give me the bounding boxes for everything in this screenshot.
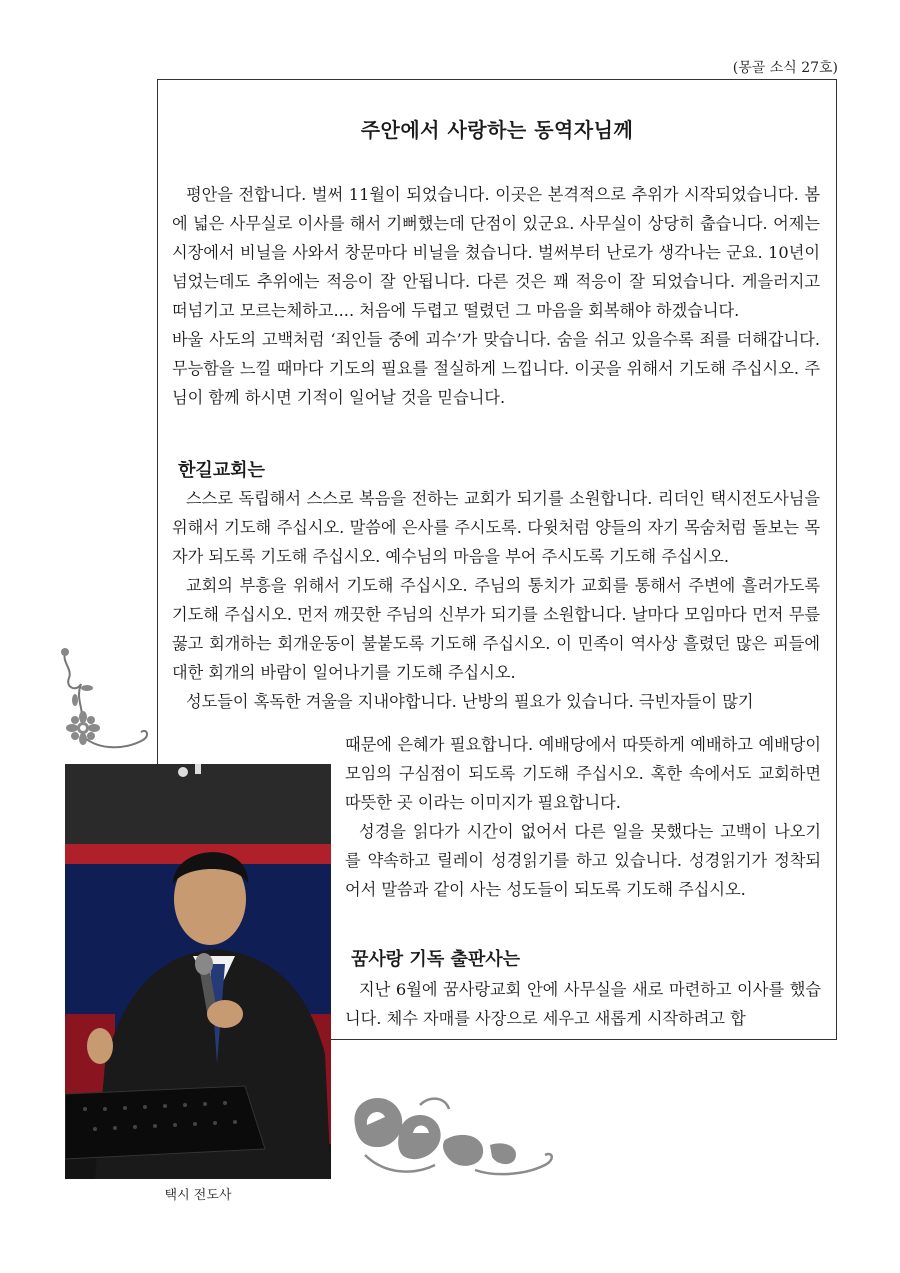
- floral-flourish-icon: [345, 1085, 560, 1180]
- church-paragraph: 성경을 읽다가 시간이 없어서 다른 일을 못했다는 고백이 나오기를 약속하고 릴레이 성경읽기를 하고 있습니다. 성경읽기가 정착되어서 말씀과 같이 사는 성도들이 되도록 기도해 주십시오.: [345, 822, 821, 899]
- church-paragraph: 교회의 부흥을 위해서 기도해 주십시오. 주님의 통치가 교회를 통해서 주변에 흘러가도록 기도해 주십시오. 먼저 깨끗한 주님의 신부가 되기를 소원합니다. 날마다 모임마다 먼저 무릎 꿇고 회개하는 회개운동이 불붙도록 기도해 주십시오. 이 민족이 역사상 흘렸던 많은 피들에 대한 회개의 바람이 일어나기를 기도해 주십시오.: [172, 576, 820, 682]
- church-paragraph: 때문에 은혜가 필요합니다. 예배당에서 따뜻하게 예배하고 예배당이 모임의 구심점이 되도록 기도해 주십시오. 혹한 속에서도 교회하면 따뜻한 곳 이라는 이미지가 필요합니다.: [345, 735, 821, 812]
- floral-ornament-icon: [55, 640, 155, 755]
- issue-number: (몽골 소식 27호): [732, 60, 838, 76]
- publisher-paragraph: 지난 6월에 꿈사랑교회 안에 사무실을 새로 마련하고 이사를 했습니다. 체수 자매를 사장으로 세우고 새롭게 시작하려고 합: [345, 980, 821, 1028]
- church-body-narrow: [345, 730, 821, 904]
- letter-title: 주안에서 사랑하는 동역자님께: [360, 118, 634, 142]
- letter-paragraph: 평안을 전합니다. 벌써 11월이 되었습니다. 이곳은 본격적으로 추위가 시작되었습니다. 봄에 넓은 사무실로 이사를 해서 기뻐했는데 단점이 있군요. 사무실이 상당히 춥습니다. 어제는 시장에서 비닐을 사와서 창문마다 비닐을 쳤습니다. 벌써부터 난로가 생각나는 군요. 10년이 넘었는데도 추위에는 적응이 잘 안됩니다. 다른 것은 꽤 적응이 잘 되었습니다. 게을러지고 떠넘기고 모르는체하고.... 처음에 두렵고 떨렸던 그 마음을 회복해야 하겠습니다.: [172, 185, 820, 320]
- church-paragraph: 스스로 독립해서 스스로 복음을 전하는 교회가 되기를 소원합니다. 리더인 택시전도사님을 위해서 기도해 주십시오. 말씀에 은사를 주시도록. 다윗처럼 양들의 자기 목숨처럼 돌보는 목자가 되도록 기도해 주십시오. 예수님의 마음을 부어 주시도록 기도해 주십시오.: [172, 489, 820, 566]
- preacher-photo: [65, 764, 331, 1179]
- church-paragraph: 성도들이 혹독한 겨울을 지내야합니다. 난방의 필요가 있습니다. 극빈자들이 많기: [186, 692, 754, 711]
- church-heading: 한길교회는: [178, 460, 265, 481]
- photo-caption: 택시 전도사: [164, 1188, 232, 1203]
- publisher-body: [345, 975, 821, 1033]
- church-body: [172, 484, 820, 716]
- publisher-heading: 꿈사랑 기독 출판사는: [351, 949, 521, 970]
- letter-body: [172, 180, 820, 412]
- letter-paragraph: 바울 사도의 고백처럼 ‘죄인들 중에 괴수’가 맞습니다. 숨을 쉬고 있을수록 죄를 더해갑니다. 무능함을 느낄 때마다 기도의 필요를 절실하게 느낍니다. 이곳을 위해서 기도해 주십시오. 주님이 함께 하시면 기적이 일어날 것을 믿습니다.: [172, 330, 820, 407]
